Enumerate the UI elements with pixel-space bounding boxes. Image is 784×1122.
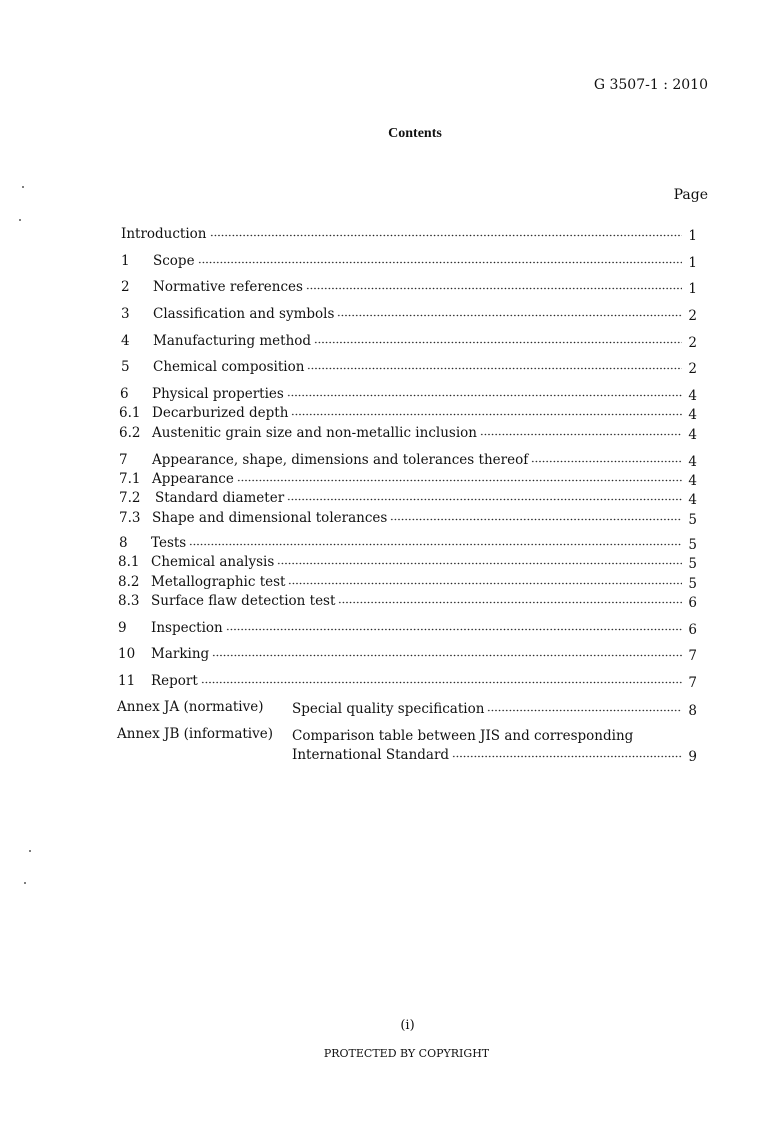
- toc-entry-title: Special quality specification: [292, 701, 485, 717]
- toc-entry-number: 7.3: [119, 510, 141, 526]
- leader-dots: [226, 628, 682, 634]
- toc-entry-title: Appearance, shape, dimensions and tolerances thereof: [152, 452, 529, 468]
- toc-entry-number: 1: [121, 253, 130, 269]
- document-id: G 3507-1 : 2010: [593, 77, 708, 93]
- toc-entry-7-1[interactable]: [0, 470, 697, 489]
- toc-entry-number: 6.1: [119, 405, 141, 421]
- toc-entry-page: 4: [688, 454, 697, 470]
- scan-speck: [24, 882, 26, 884]
- toc-entry-number: 7.2: [119, 490, 141, 506]
- toc-entry-introduction[interactable]: [0, 225, 697, 244]
- toc-entry-number: 4: [121, 333, 130, 349]
- toc-entry-3[interactable]: [0, 305, 697, 324]
- scan-speck: [22, 186, 24, 188]
- annex-label: Annex JA (normative): [117, 699, 264, 715]
- toc-entry-page: 1: [688, 281, 697, 297]
- toc-entry-10[interactable]: [0, 645, 697, 664]
- toc-entry-page: 5: [688, 556, 697, 572]
- copyright-notice: PROTECTED BY COPYRIGHT: [323, 1047, 490, 1060]
- toc-entry-7[interactable]: [0, 451, 697, 470]
- toc-entry-page: 2: [688, 308, 697, 324]
- toc-entry-annex-ja[interactable]: [0, 700, 697, 719]
- toc-entry-number: 11: [118, 673, 136, 689]
- toc-entry-7-3[interactable]: [0, 509, 697, 528]
- toc-entry-title: Chemical analysis: [151, 554, 275, 570]
- toc-entry-page: 7: [688, 675, 697, 691]
- toc-entry-5[interactable]: [0, 358, 697, 377]
- toc-entry-title: Chemical composition: [153, 359, 305, 375]
- toc-entry-number: 2: [121, 279, 130, 295]
- scan-speck: [19, 219, 21, 221]
- toc-entry-number: 9: [118, 620, 127, 636]
- toc-entry-number: 8.2: [118, 574, 140, 590]
- toc-entry-page: 5: [688, 512, 697, 528]
- leader-dots: [306, 287, 682, 293]
- toc-entry-8-1[interactable]: [0, 553, 697, 572]
- toc-entry-number: 10: [118, 646, 136, 662]
- toc-entry-8[interactable]: [0, 534, 697, 553]
- toc-entry-page: 2: [688, 361, 697, 377]
- toc-entry-page: 1: [688, 255, 697, 271]
- toc-entry-9[interactable]: [0, 619, 697, 638]
- leader-dots: [307, 367, 682, 373]
- toc-entry-number: 7.1: [119, 471, 141, 487]
- toc-entry-page: 4: [688, 427, 697, 443]
- toc-entry-page: 4: [688, 407, 697, 423]
- leader-dots: [480, 433, 682, 439]
- leader-dots: [277, 562, 682, 568]
- toc-entry-6[interactable]: [0, 385, 697, 404]
- leader-dots: [237, 479, 682, 485]
- toc-entry-title: Manufacturing method: [153, 333, 312, 349]
- leader-dots: [210, 234, 683, 240]
- scan-speck: [29, 850, 31, 852]
- toc-entry-page: 5: [688, 576, 697, 592]
- toc-entry-page: 2: [688, 335, 697, 351]
- toc-entry-7-2[interactable]: [0, 489, 697, 508]
- leader-dots: [291, 413, 682, 419]
- leader-dots: [287, 498, 682, 504]
- toc-entry-title: Standard diameter: [155, 490, 285, 506]
- toc-entry-title: Introduction: [121, 226, 207, 242]
- leader-dots: [338, 601, 682, 607]
- toc-entry-page: 1: [688, 228, 697, 244]
- toc-entry-page: 4: [688, 492, 697, 508]
- toc-entry-4[interactable]: [0, 332, 697, 351]
- toc-entry-page: 7: [688, 648, 697, 664]
- toc-entry-annex-jb-line1[interactable]: [0, 727, 697, 746]
- toc-entry-page: 9: [688, 749, 697, 765]
- leader-dots: [487, 709, 682, 715]
- toc-entry-number: 8: [119, 535, 128, 551]
- toc-entry-title: Comparison table between JIS and corresponding: [292, 728, 634, 744]
- toc-entry-number: 6: [120, 386, 129, 402]
- leader-dots: [287, 394, 682, 400]
- annex-label: Annex JB (informative): [117, 726, 273, 742]
- toc-entry-title: Tests: [151, 535, 187, 551]
- toc-entry-title: Scope: [153, 253, 195, 269]
- toc-entry-2[interactable]: [0, 278, 697, 297]
- toc-entry-8-2[interactable]: [0, 573, 697, 592]
- toc-entry-6-1[interactable]: [0, 404, 697, 423]
- toc-entry-number: 5: [121, 359, 130, 375]
- leader-dots: [452, 755, 682, 761]
- leader-dots: [198, 261, 682, 267]
- toc-entry-title: Decarburized depth: [152, 405, 289, 421]
- footer-page-number: (i): [400, 1018, 415, 1033]
- toc-entry-page: 6: [688, 595, 697, 611]
- leader-dots: [288, 582, 682, 588]
- toc-entry-title: Shape and dimensional tolerances: [152, 510, 388, 526]
- toc-entry-6-2[interactable]: [0, 424, 697, 443]
- page-column-label: Page: [673, 187, 708, 203]
- leader-dots: [390, 518, 682, 524]
- toc-entry-title: Appearance: [152, 471, 234, 487]
- toc-entry-title: Marking: [151, 646, 210, 662]
- leader-dots: [314, 341, 682, 347]
- toc-entry-page: 6: [688, 622, 697, 638]
- toc-entry-title: Surface flaw detection test: [151, 593, 336, 609]
- leader-dots: [337, 314, 682, 320]
- toc-entry-title: Austenitic grain size and non-metallic inclusion: [152, 425, 477, 441]
- toc-entry-number: 6.2: [119, 425, 141, 441]
- toc-entry-page: 5: [688, 537, 697, 553]
- toc-entry-1[interactable]: [0, 252, 697, 271]
- toc-entry-page: 4: [688, 388, 697, 404]
- leader-dots: [531, 460, 682, 466]
- toc-entry-title: Inspection: [151, 620, 223, 636]
- toc-entry-title: Classification and symbols: [153, 306, 335, 322]
- toc-entry-annex-jb-line2[interactable]: [0, 746, 697, 765]
- toc-entry-title: Report: [151, 673, 198, 689]
- toc-entry-number: 3: [121, 306, 130, 322]
- toc-entry-number: 8.3: [118, 593, 140, 609]
- toc-entry-number: 8.1: [118, 554, 140, 570]
- page-title: Contents: [388, 126, 442, 141]
- toc-entry-page: 4: [688, 473, 697, 489]
- toc-entry-8-3[interactable]: [0, 592, 697, 611]
- toc-entry-number: 7: [119, 452, 128, 468]
- toc-entry-title: International Standard: [292, 747, 450, 763]
- toc-entry-11[interactable]: [0, 672, 697, 691]
- toc-entry-title: Normative references: [153, 279, 303, 295]
- leader-dots: [189, 543, 682, 549]
- toc-entry-title: Metallographic test: [151, 574, 286, 590]
- leader-dots: [212, 654, 682, 660]
- toc-entry-title: Physical properties: [152, 386, 284, 402]
- toc-entry-page: 8: [688, 703, 697, 719]
- leader-dots: [201, 681, 682, 687]
